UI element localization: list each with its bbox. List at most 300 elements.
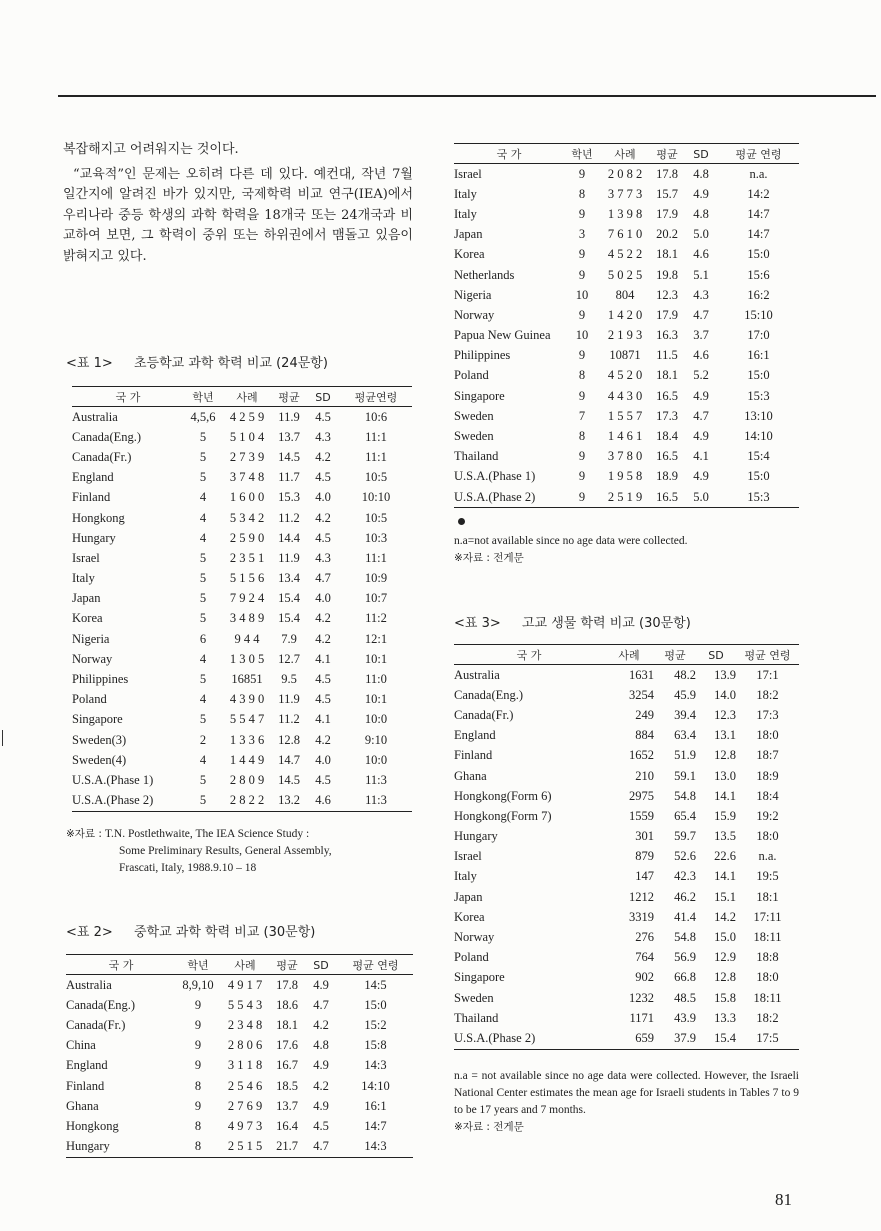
table1-cell: 6 [199,631,207,646]
table1-cell: 14.5 [278,772,300,787]
table1-cell: 5 [199,591,207,606]
table1-header-cell: 국 가 [72,387,184,407]
table2-cell: 15:6 [747,267,770,282]
table3-cell: 56.9 [674,950,696,965]
table2-cell: 15:2 [364,1017,387,1032]
table1-cell: 10:1 [364,651,388,666]
table-row [454,426,799,446]
table-row [72,548,412,568]
table2-cell: Hungary [66,1137,176,1158]
table2-cell: 15:3 [718,487,799,508]
table2-cell: Papua New Guinea [454,328,551,343]
table3-header-cell: 사례 [604,645,654,665]
table3-cell: Italy [454,869,477,884]
table1-cell: 5 [199,712,207,727]
table1-cell: Canada(Eng.) [72,429,142,444]
table1-cell: 5 1 5 6 [229,571,265,586]
table1-header-cell: 평균연령 [340,387,412,407]
table-row [66,1096,413,1116]
table2-cell: 5 0 2 5 [607,267,643,282]
table-row [454,305,799,325]
table-row [72,730,412,750]
table1-cell: 1 6 0 0 [229,490,265,505]
table3-cell: 12.8 [714,970,736,985]
table-row [454,806,799,826]
table1-cell: 9:10 [364,732,388,747]
table2-cell: 12.3 [656,287,678,302]
table-row [454,326,799,346]
table1-cell: 11:1 [365,449,387,464]
table-row [72,649,412,669]
table-row [72,750,412,770]
table2-cell: 15:8 [364,1038,387,1053]
table2-cell: 3 7 7 3 [607,186,643,201]
table3-cell: 18:8 [756,950,779,965]
table2-cell: Netherlands [454,267,515,282]
table-row [454,827,799,847]
table2-cell: 17:0 [747,328,770,343]
table2-cell: 3.7 [693,328,709,343]
table1-cell: 10:0 [364,712,388,727]
table-row [454,386,799,406]
table-row [66,975,413,996]
table1 [72,386,412,812]
table3-cell: 13.1 [714,728,736,743]
table-row [454,204,799,224]
table2-cell: 17.9 [656,307,678,322]
table2-cell: Italy [454,186,477,201]
table2-cell: 17.8 [656,166,678,181]
table1-cell: 10:0 [364,752,388,767]
table1-cell: 5 [199,772,207,787]
table3-cell: 51.9 [674,748,696,763]
table3-caption [454,612,691,631]
table2-cell: Finland [66,1078,105,1093]
table-row [454,265,799,285]
table-row [66,1015,413,1035]
table1-cell: 4 [199,490,207,505]
table-row [72,609,412,629]
table1-cell: 11:1 [365,429,387,444]
table2-header-cell: 국 가 [66,955,176,975]
table2-cell: 21.7 [270,1137,304,1158]
table1-cell: 14.4 [278,530,300,545]
table2-cell: 14:3 [364,1058,387,1073]
table1-cell: 11:2 [365,611,387,626]
table2-source: ※자료 : 전게문 [454,552,524,564]
table2-header-row-right [454,144,799,164]
table1-source-line3: Frascati, Italy, 1988.9.10 – 18 [119,862,257,874]
intro-text [63,140,413,267]
table1-cell: 14.7 [278,752,300,767]
table-row [454,907,799,927]
table2-cell: 9 [578,469,586,484]
table1-cell: 10:5 [364,470,388,485]
table2-cell: 18.1 [656,247,678,262]
table2-header-cell: 평균 연령 [718,144,799,164]
table-row [454,184,799,204]
table2-cell: 2 3 4 8 [227,1017,263,1032]
table2-cell: 4 5 2 2 [607,247,643,262]
table2-header-cell: 평균 [650,144,684,164]
table3-cell: 19:5 [756,869,779,884]
table3-cell: 19:2 [756,808,779,823]
table2-cell: 5.1 [693,267,709,282]
table2-cell: 4.9 [693,186,709,201]
table-row [454,406,799,426]
table2-cell: 4.9 [693,388,709,403]
table3-cell: 18:2 [756,687,779,702]
table2-header-cell: 사례 [220,955,270,975]
table3-cell: 17:5 [736,1028,799,1049]
table2-cell: Philippines [454,348,511,363]
table2-cell: 14:7 [747,227,770,242]
table2-cell: 9 [578,449,586,464]
table2-header-cell: 평균 [270,955,304,975]
table1-source-line2: Some Preliminary Results, General Assembly, [119,845,332,857]
table3-cell: 17:11 [753,909,782,924]
table3-cell: Norway [454,930,495,945]
table1-cell: Australia [72,409,118,424]
table1-header-row [72,387,412,407]
table1-cell: 10:6 [364,409,388,424]
table1-cell: Finland [72,490,111,505]
table3-cell: U.S.A.(Phase 2) [454,1028,604,1049]
table-row [454,487,799,508]
table1-cell: Italy [72,571,95,586]
table3-cell: 48.5 [674,990,696,1005]
table3-cell: 41.4 [674,909,696,924]
table3-cell: Australia [454,667,500,682]
table1-cell: Israel [72,550,100,565]
table1-cell: 2 8 2 2 [222,791,272,812]
table-row [66,1056,413,1076]
table2-cell: 16:1 [747,348,770,363]
table2-cell: 4.9 [313,1058,329,1073]
table3-cell: Hungary [454,829,498,844]
table-row [66,1076,413,1096]
table1-cell: 11.9 [278,692,300,707]
table2-cell: Poland [454,368,489,383]
intro-paragraph: “교육적”인 문제는 오히려 다른 데 있다. 예컨대, 작년 7월 일간지에 알려진 바가 있지만, 국제학력 비교 연구(IEA)에서 우리나라 중등 학생의 과학 학력을 18개국 또는 24개국과 비교하여 보면, 그 학력이 중위 또는 하위권에서 맴돌고 있음이 밝혀지고 있다. [63,166,413,264]
table2-cell: 9 [578,388,586,403]
table2-header-cell: 사례 [600,144,650,164]
table3-cell: 42.3 [674,869,696,884]
table2-cell: 5.2 [693,368,709,383]
table3-cell: 65.4 [674,808,696,823]
table1-cell: 4.5 [315,409,331,424]
table1-cell: 12.8 [278,732,300,747]
table3-cell: 3254 [629,687,654,702]
table3-cell: Ghana [454,768,487,783]
table2-header-cell: SD [304,955,338,975]
table1-cell: 5 [199,611,207,626]
table2-cell: 804 [615,287,635,302]
table3-cell: 14.1 [714,788,736,803]
table1-cell: Sweden(4) [72,752,127,767]
table-row [454,467,799,487]
table1-cell: 11:0 [365,672,387,687]
table-row [454,285,799,305]
table-row [454,447,799,467]
table1-cell: 2 [199,732,207,747]
table3-cell: 17:3 [756,707,779,722]
table2-part-right [454,143,799,508]
table2-cell: 15:0 [747,368,770,383]
table3-notes [454,1068,799,1136]
table1-cell: 4 [199,752,207,767]
table1-cell: 4.1 [315,651,331,666]
table1-cell: 5 [199,429,207,444]
table3-cell: Canada(Eng.) [454,687,524,702]
table1-cell: 5 5 4 7 [229,712,265,727]
table3-cell: 879 [635,849,654,864]
table3-cell: 18:4 [756,788,779,803]
table1-cell: 5 [199,571,207,586]
table-row [72,427,412,447]
table-row [454,225,799,245]
table1-cell: 4.6 [306,791,340,812]
table2-cell: 16.5 [650,487,684,508]
table1-cell: 4.0 [315,490,331,505]
table2-body-right [454,164,799,508]
table2-cell: 4.9 [693,469,709,484]
table2-cell: 3 1 1 8 [227,1058,263,1073]
table3-cell: 3319 [629,909,654,924]
table1-cell: 5 [199,672,207,687]
table1-cell: 10:7 [364,591,388,606]
table3-cell: 1171 [629,1010,654,1025]
table2-cell: 5 5 4 3 [227,997,263,1012]
table1-cell: Poland [72,692,107,707]
table3-cell: 301 [635,829,654,844]
table2-cell: 4.1 [693,449,709,464]
table2-cell: Norway [454,307,495,322]
table2-cell: 8 [194,1118,202,1133]
table2-cell: 17.3 [656,408,678,423]
table3-cell: 18:2 [756,1010,779,1025]
table2-cell: 15:0 [747,247,770,262]
table1-caption [66,352,328,371]
table-row [454,726,799,746]
table2-cell: Italy [454,206,477,221]
table3-cell: 63.4 [674,728,696,743]
table-row [454,1028,799,1049]
table2-cell: 18.1 [276,1017,298,1032]
table2-part-left [66,954,413,1158]
table3-cell: Israel [454,849,482,864]
table3-source: ※자료 : 전게문 [454,1121,524,1133]
table1-cell: 4.5 [315,470,331,485]
table3-cell: Singapore [454,970,505,985]
table3-title: 고교 생물 학력 비교 (30문항) [522,616,691,631]
table3-cell: 147 [635,869,654,884]
table2-title: 중학교 과학 학력 비교 (30문항) [134,925,316,940]
intro-line1: 복잡해지고 어려워지는 것이다. [63,142,239,157]
table3-cell: 14.2 [714,909,736,924]
table2-cell: 1 9 5 8 [607,469,643,484]
table1-cell: 2 8 0 9 [229,772,265,787]
table2-cell: 9 [578,247,586,262]
table2-cell: 4.7 [693,307,709,322]
table2-cell: Hongkong [66,1118,119,1133]
table1-cell: 4.0 [315,591,331,606]
table3-cell: 1652 [629,748,654,763]
table3-cell: 66.8 [674,970,696,985]
table1-cell: 4 [199,530,207,545]
table1-cell: 11.2 [278,712,300,727]
table-row [454,245,799,265]
table1-cell: 9.5 [281,672,297,687]
table1-cell: 4.3 [315,550,331,565]
table3-cell: 1631 [629,667,654,682]
table-row [72,791,412,812]
table3-cell: 210 [635,768,654,783]
table2-cell: 16.7 [276,1058,298,1073]
table2-cell: 4.9 [313,1098,329,1113]
table1-cell: 11.7 [278,470,300,485]
table2-cell: 2 0 8 2 [607,166,643,181]
table2-cell: 13:10 [744,408,773,423]
table2-cell: 9 [578,166,586,181]
table2-cell: Sweden [454,429,494,444]
table2-cell: 9 [194,1098,202,1113]
table1-cell: 10:10 [361,490,391,505]
table2-cell: 4.6 [693,348,709,363]
table2-header-cell: 국 가 [454,144,564,164]
table-row [72,770,412,790]
table1-cell: Japan [72,591,101,606]
table2-body-left [66,975,413,1158]
table2-cell: Nigeria [454,287,492,302]
table1-cell: 4.1 [315,712,331,727]
table1-cell: 4 3 9 0 [229,692,265,707]
table1-cell: 9 4 4 [234,631,260,646]
table2-cell: Israel [454,166,482,181]
table3-cell: Canada(Fr.) [454,707,514,722]
table-row [454,786,799,806]
table1-cell: 10:3 [364,530,388,545]
table2-cell: 4.3 [693,287,709,302]
table3-cell: 43.9 [674,1010,696,1025]
table3-header-cell: 국 가 [454,645,604,665]
table3-cell: 59.7 [674,829,696,844]
table3-cell: 1212 [629,889,654,904]
table1-cell: 4.2 [315,510,331,525]
table2-cell: 17.8 [276,977,298,992]
table2-number: <표 2> [66,925,113,940]
table-row [454,968,799,988]
table1-cell: Hongkong [72,510,125,525]
page-number: 81 [775,1190,792,1209]
table3-cell: 13.3 [714,1010,736,1025]
table2-cell: 2 5 1 5 [220,1137,270,1158]
table-row [454,164,799,185]
table-row [72,407,412,428]
table1-cell: Canada(Fr.) [72,449,132,464]
table2-cell: 4.7 [693,408,709,423]
table1-cell: 4,5,6 [190,409,216,424]
table1-cell: 1 4 4 9 [229,752,265,767]
table2-cell: 14:10 [361,1078,390,1093]
table2-cell: 18.4 [656,429,678,444]
bullet-mark [458,518,465,525]
table2-cell: 9 [578,348,586,363]
table3-cell: 12.8 [714,748,736,763]
table2-cell: 2 5 1 9 [600,487,650,508]
table2-cell: 16.5 [656,449,678,464]
table2-cell: 4.7 [313,997,329,1012]
table3-cell: 59.1 [674,768,696,783]
table1-cell: 5 3 4 2 [229,510,265,525]
table2-cell: 9 [578,206,586,221]
table2-note: n.a=not available since no age data were collected. [454,535,688,547]
table1-cell: 2 7 3 9 [229,449,265,464]
table3-cell: 13.0 [714,768,736,783]
table3-cell: 17:1 [756,667,779,682]
table3-cell: 15.8 [714,990,736,1005]
table2-cell: 4.9 [693,429,709,444]
table3-cell: 1232 [629,990,654,1005]
table-row [454,927,799,947]
table1-cell: 11:3 [365,772,387,787]
table2-cell: 4 4 3 0 [607,388,643,403]
table2-notes [454,533,814,567]
table3-cell: 15.1 [714,889,736,904]
table2-cell: 19.8 [656,267,678,282]
table3-cell: Finland [454,748,493,763]
table2-cell: China [66,1038,96,1053]
table1-cell: England [72,470,114,485]
table-row [454,766,799,786]
table2-cell: U.S.A.(Phase 1) [454,469,536,484]
table1-header-cell: 사례 [222,387,272,407]
table3-cell: 884 [635,728,654,743]
table1-cell: Korea [72,611,103,626]
table1-cell: 14.5 [278,449,300,464]
table2-header-row-left [66,955,413,975]
table-row [66,1036,413,1056]
table3-cell: Poland [454,950,489,965]
table1-cell: 3 7 4 8 [229,470,265,485]
table1-cell: U.S.A.(Phase 1) [72,772,154,787]
table3-cell: 18:0 [756,970,779,985]
table1-cell: 3 4 8 9 [229,611,265,626]
table-row [454,1008,799,1028]
table3-cell: n.a. [758,849,777,864]
table1-number: <표 1> [66,356,113,371]
table1-cell: 13.7 [278,429,300,444]
table2-cell: Korea [454,247,485,262]
table1-cell: Hungary [72,530,116,545]
table-row [454,366,799,386]
table2-cell: 2 5 4 6 [227,1078,263,1093]
table3-cell: 15.9 [714,808,736,823]
table3-cell: 15.4 [696,1028,736,1049]
table2-cell: 11.5 [656,348,678,363]
table2-cell: 2 8 0 6 [227,1038,263,1053]
table3-cell: 15.0 [714,930,736,945]
table1-cell: 12.7 [278,651,300,666]
table2-cell: 9 [564,487,600,508]
table3-cell: 48.2 [674,667,696,682]
table2-cell: 20.2 [656,227,678,242]
table3-number: <표 3> [454,616,501,631]
table-row [454,685,799,705]
table2-cell: 10871 [609,348,641,363]
table1-cell: 4.0 [315,752,331,767]
table1-cell: 15.4 [278,611,300,626]
